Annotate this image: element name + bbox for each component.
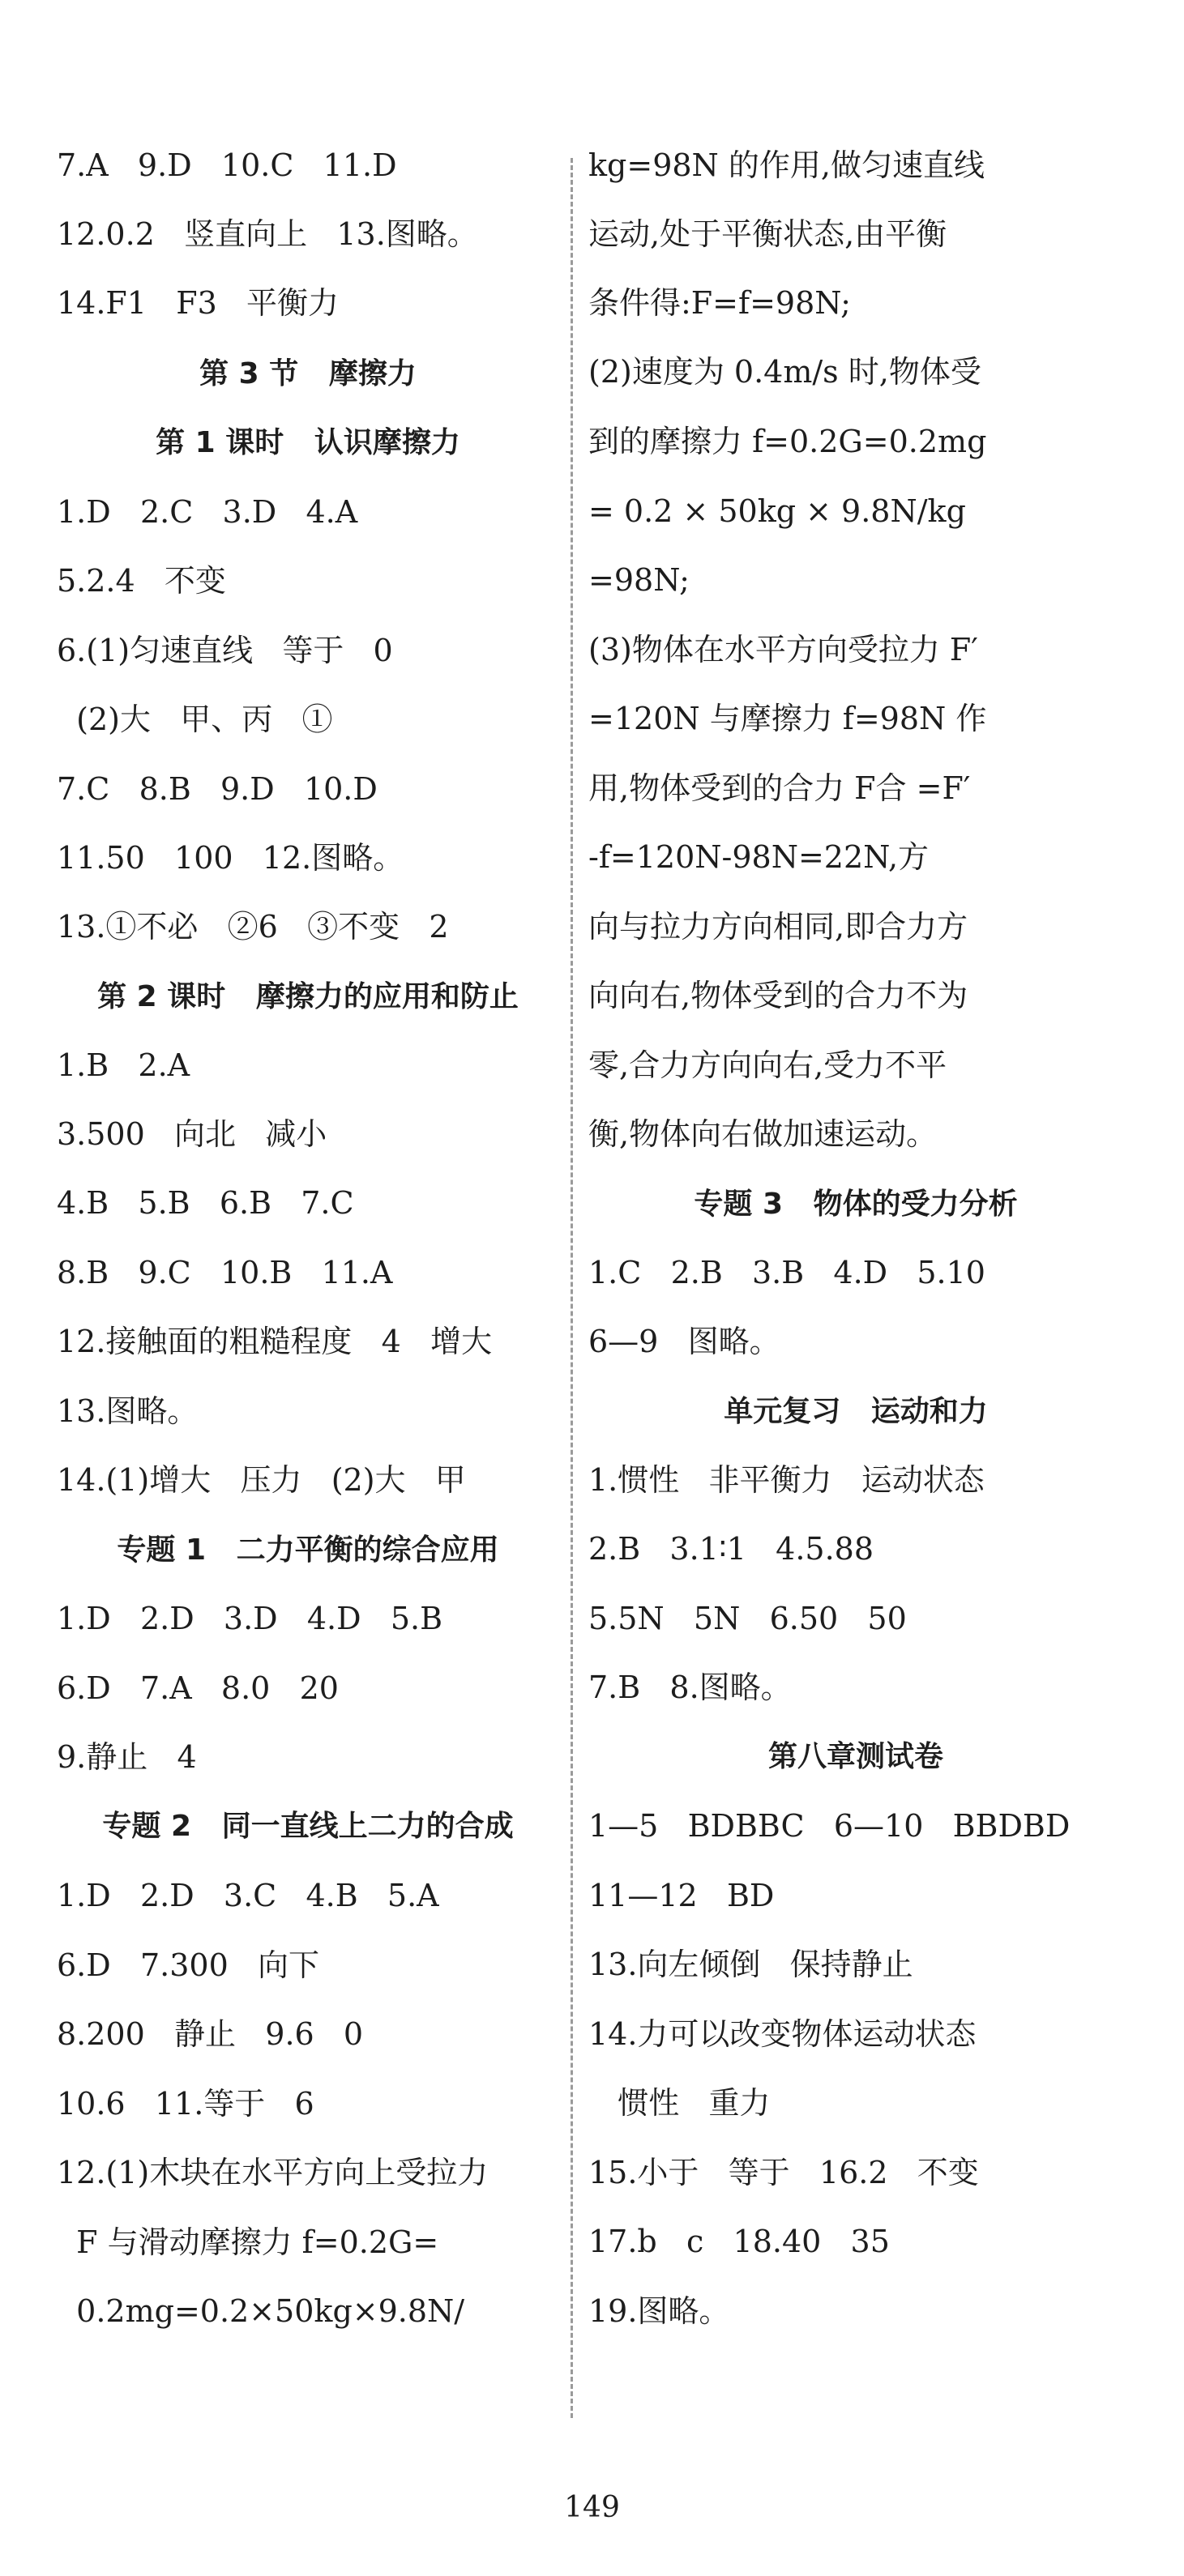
answer-line: 14.(1)增大 压力 (2)大 甲 — [57, 1462, 466, 1498]
answer-line: 12.接触面的粗糙程度 4 增大 — [57, 1324, 493, 1359]
answer-line: =120N 与摩擦力 f=98N 作 — [588, 701, 987, 736]
answer-line: (2)速度为 0.4m/s 时,物体受 — [588, 354, 981, 390]
answer-line: 1.D 2.D 3.D 4.D 5.B — [57, 1601, 443, 1636]
section-heading: 第八章测试卷 — [767, 1740, 943, 1773]
answer-line: 向与拉力方向相同,即合力方 — [588, 909, 968, 945]
answer-line: 15.小于 等于 16.2 不变 — [588, 2155, 979, 2190]
answer-line: 7.B 8.图略。 — [588, 1670, 792, 1705]
answer-line: 3.500 向北 减小 — [57, 1116, 327, 1152]
answer-line: 7.C 8.B 9.D 10.D — [57, 771, 378, 807]
answer-line: 用,物体受到的合力 F合 =F′ — [588, 770, 971, 806]
answer-line: 7.A 9.D 10.C 11.D — [57, 147, 397, 183]
section-heading: 第 1 课时 认识摩擦力 — [156, 426, 460, 459]
answer-line: 衡,物体向右做加速运动。 — [588, 1116, 938, 1152]
answer-line: = 0.2 × 50kg × 9.8N/kg — [588, 493, 966, 529]
answer-line: 0.2mg=0.2×50kg×9.8N/ — [57, 2293, 465, 2329]
answer-line: 2.B 3.1∶1 4.5.88 — [588, 1531, 874, 1567]
answer-line: 5.5N 5N 6.50 50 — [588, 1601, 907, 1636]
answer-line: 19.图略。 — [588, 2293, 730, 2329]
answer-line: (3)物体在水平方向受拉力 F′ — [588, 632, 978, 667]
answer-line: 1.D 2.C 3.D 4.A — [57, 494, 358, 530]
answer-line: 14.F1 F3 平衡力 — [57, 285, 339, 321]
answer-line: 到的摩擦力 f=0.2G=0.2mg — [588, 424, 987, 459]
answer-line: 5.2.4 不变 — [57, 563, 226, 599]
answer-line: 11—12 BD — [588, 1878, 775, 1913]
answer-line: 条件得:F=f=98N; — [588, 285, 851, 321]
answer-line: 6—9 图略。 — [588, 1324, 780, 1359]
answer-line: 惯性 重力 — [588, 2085, 771, 2121]
answer-line: 1.D 2.D 3.C 4.B 5.A — [57, 1878, 439, 1913]
answer-line: -f=120N-98N=22N,方 — [588, 839, 930, 875]
answer-line: 1.C 2.B 3.B 4.D 5.10 — [588, 1255, 985, 1290]
section-heading: 专题 1 二力平衡的综合应用 — [117, 1533, 499, 1567]
answer-line: (2)大 甲、丙 ① — [57, 702, 333, 737]
section-heading: 单元复习 运动和力 — [724, 1395, 988, 1428]
answer-line: 6.D 7.300 向下 — [57, 1947, 319, 1983]
page-number: 149 — [564, 2491, 620, 2524]
section-heading: 专题 2 同一直线上二力的合成 — [102, 1810, 514, 1843]
answer-line: 1.惯性 非平衡力 运动状态 — [588, 1462, 985, 1498]
answer-line: 10.6 11.等于 6 — [57, 2086, 314, 2122]
section-heading: 第 3 节 摩擦力 — [199, 357, 417, 390]
section-heading: 专题 3 物体的受力分析 — [694, 1188, 1018, 1221]
column-divider — [571, 158, 573, 2418]
section-heading: 第 2 课时 摩擦力的应用和防止 — [97, 980, 519, 1013]
answer-line: 14.力可以改变物体运动状态 — [588, 2016, 977, 2052]
answer-line: 运动,处于平衡状态,由平衡 — [588, 216, 947, 252]
answer-line: 8.B 9.C 10.B 11.A — [57, 1255, 393, 1290]
answer-line: 零,合力方向向右,受力不平 — [588, 1047, 947, 1083]
answer-line: 6.(1)匀速直线 等于 0 — [57, 633, 393, 668]
answer-line: 1—5 BDBBC 6—10 BBDBD — [588, 1808, 1071, 1844]
answer-line: 12.0.2 竖直向上 13.图略。 — [57, 216, 478, 252]
answer-line: 8.200 静止 9.6 0 — [57, 2016, 364, 2052]
answer-line: 1.B 2.A — [57, 1047, 190, 1083]
answer-line: 13.图略。 — [57, 1393, 199, 1429]
answer-line: kg=98N 的作用,做匀速直线 — [588, 147, 985, 183]
answer-line: F 与滑动摩擦力 f=0.2G= — [57, 2224, 439, 2260]
answer-line: 4.B 5.B 6.B 7.C — [57, 1185, 354, 1221]
answer-line: 6.D 7.A 8.0 20 — [57, 1670, 339, 1706]
answer-line: 12.(1)木块在水平方向上受拉力 — [57, 2155, 489, 2190]
answer-line: 9.静止 4 — [57, 1739, 197, 1775]
answer-line: 向向右,物体受到的合力不为 — [588, 978, 968, 1013]
answer-line: 17.b c 18.40 35 — [588, 2224, 890, 2259]
answer-line: 11.50 100 12.图略。 — [57, 840, 404, 876]
answer-line: 13.①不必 ②6 ③不变 2 — [57, 909, 449, 945]
answer-line: 13.向左倾倒 保持静止 — [588, 1947, 913, 1982]
answer-line: =98N; — [588, 562, 690, 598]
